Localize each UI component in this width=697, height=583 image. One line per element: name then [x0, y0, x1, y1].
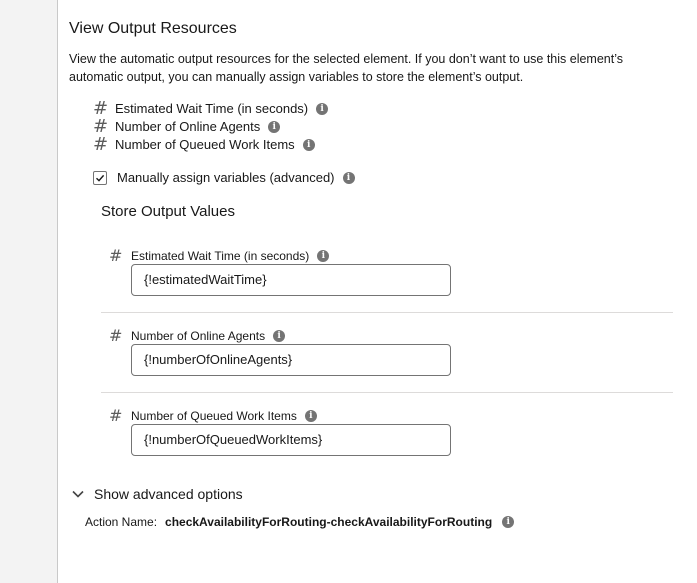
section-description: View the automatic output resources for the selected element. If you don’t want to use this element’s automatic output, you can manually assign variables to store the element’s output.	[69, 52, 624, 84]
field-label-row	[109, 326, 285, 345]
output-resources-panel	[57, 0, 697, 583]
info-icon[interactable]: i	[343, 172, 355, 184]
field-label: Estimated Wait Time (in seconds)	[131, 248, 310, 263]
info-icon[interactable]: i	[268, 121, 280, 133]
output-resource-label: Estimated Wait Time (in seconds)	[115, 101, 309, 116]
output-resource-item	[93, 134, 315, 155]
info-icon[interactable]: i	[316, 103, 328, 115]
number-icon: #	[109, 406, 123, 425]
field-label: Number of Online Agents	[131, 328, 266, 343]
section-title: View Output Resources	[69, 20, 237, 37]
number-icon: #	[93, 98, 109, 119]
show-advanced-options-label: Show advanced options	[94, 486, 243, 502]
number-icon: #	[93, 134, 109, 155]
action-name-label: Action Name:	[85, 515, 158, 529]
checkmark-icon	[95, 173, 105, 183]
field-label-row	[109, 246, 329, 265]
store-output-title: Store Output Values	[101, 203, 235, 220]
info-icon[interactable]: i	[305, 410, 317, 422]
show-advanced-options-toggle[interactable]	[71, 486, 243, 502]
info-icon[interactable]: i	[502, 516, 514, 528]
manual-assign-checkbox[interactable]	[93, 171, 107, 185]
info-icon[interactable]: i	[303, 139, 315, 151]
chevron-down-icon	[71, 487, 85, 501]
online-agents-input[interactable]: {!numberOfOnlineAgents}	[131, 344, 451, 376]
field-label: Number of Queued Work Items	[131, 408, 297, 423]
action-name-row	[85, 515, 514, 529]
number-icon: #	[93, 116, 109, 137]
manual-assign-checkbox-row[interactable]	[93, 170, 355, 185]
divider	[101, 392, 673, 393]
estimated-wait-time-input[interactable]: {!estimatedWaitTime}	[131, 264, 451, 296]
field-label-row	[109, 406, 317, 425]
queued-work-items-input[interactable]: {!numberOfQueuedWorkItems}	[131, 424, 451, 456]
divider	[101, 312, 673, 313]
number-icon: #	[109, 246, 123, 265]
info-icon[interactable]: i	[317, 250, 329, 262]
output-resource-label: Number of Queued Work Items	[115, 137, 295, 152]
output-resource-label: Number of Online Agents	[115, 119, 261, 134]
number-icon: #	[109, 326, 123, 345]
manual-assign-label: Manually assign variables (advanced)	[117, 170, 335, 185]
info-icon[interactable]: i	[273, 330, 285, 342]
action-name-value: checkAvailabilityForRouting-checkAvailabilityForRouting	[165, 515, 493, 529]
